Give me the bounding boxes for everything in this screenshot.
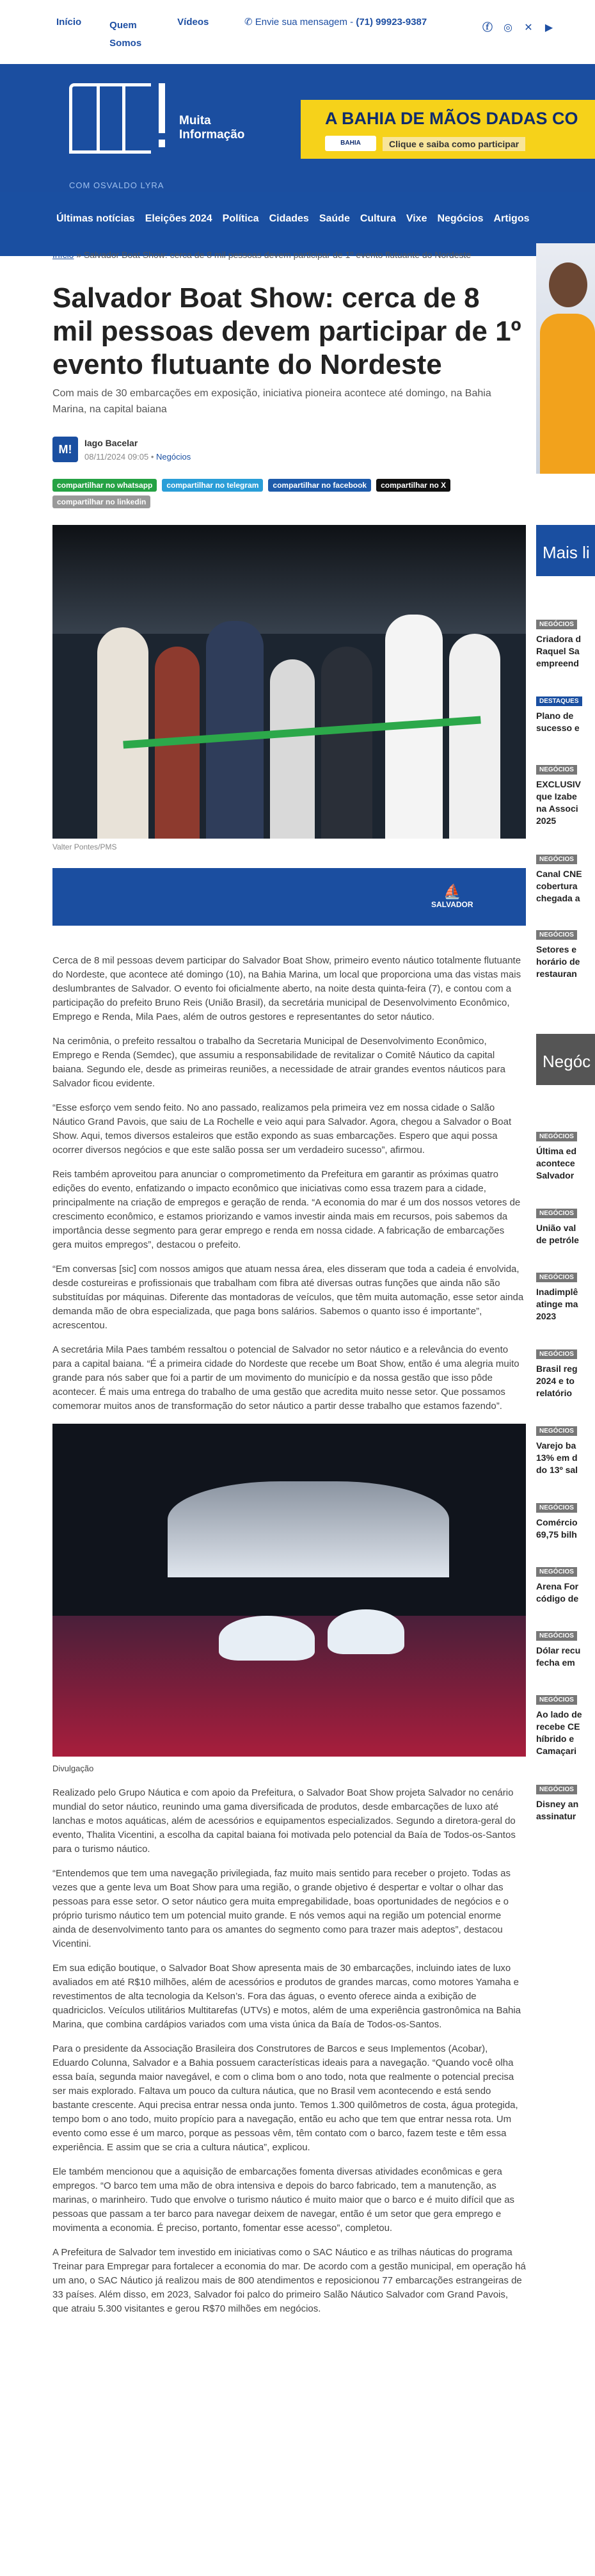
author-avatar: M! bbox=[52, 437, 78, 462]
header-ad-cta[interactable]: Clique e saiba como participar bbox=[383, 137, 525, 151]
site-logo[interactable] bbox=[69, 83, 245, 190]
sidebar-title-line: Disney an bbox=[536, 1799, 579, 1809]
sidebar-tag: NEGÓCIOS bbox=[536, 1132, 577, 1141]
article-body bbox=[52, 954, 526, 2326]
inline-ad-banner[interactable] bbox=[52, 868, 526, 926]
header-ad-headline: A BAHIA DE MÃOS DADAS CO bbox=[325, 109, 578, 128]
breadcrumb bbox=[52, 250, 471, 260]
sidebar-title-line: sucesso e bbox=[536, 723, 580, 733]
article-paragraph: “Esse esforço vem sendo feito. No ano passado, realizamos pela primeira vez em nossa cidade o Salão Náutico Grand Pavois, que saiu de La Rochelle e veio aqui para Salvador. Agora, chegou a Salvador o Boat Show. Aqui, temos diversos estaleiros que estão expondo as suas embarcações. Espero que aqui possa ocorrer diversos negócios e que este salão possa ser um verdadeiro sucesso”, afirmou. bbox=[52, 1102, 512, 1155]
sidebar-title-line: restauran bbox=[536, 969, 577, 979]
sidebar-title-line: 2024 e to bbox=[536, 1376, 575, 1386]
sidebar-title-line: de petróle bbox=[536, 1235, 579, 1245]
brand-bar bbox=[0, 64, 595, 192]
top-bar bbox=[0, 0, 595, 64]
nav-latest[interactable]: Últimas notícias bbox=[56, 213, 135, 224]
article-paragraph: “Entendemos que tem uma navegação privilegiada, faz muito mais sentido para receber o projeto. Todas as vezes que a gente leva um Boat Show para uma região, o grande objetivo é despertar e voltar o olhar das pessoas para esse setor. O setor náutico gera muita empregabilidade, boas oportunidades de negócios e o próprio turismo náutico tem um potencial muito grande. E nós vemos aqui na região um potencial enorme ainda de desenvolvimento tanto para os amantes do segmento como para trazer mais adeptos”, destacou Vicentini. bbox=[52, 1868, 511, 1949]
breadcrumb-home[interactable]: Início bbox=[52, 250, 74, 260]
photo-person-head bbox=[549, 262, 587, 307]
sidebar-title-line: Varejo ba bbox=[536, 1440, 576, 1451]
sidebar-title-line: híbrido e bbox=[536, 1734, 575, 1744]
sidebar-item[interactable] bbox=[536, 618, 595, 670]
sidebar-ad-photo[interactable] bbox=[536, 243, 595, 474]
sidebar-title-line: Salvador bbox=[536, 1170, 575, 1180]
photo-tent bbox=[168, 1481, 449, 1577]
header-ad[interactable] bbox=[301, 100, 595, 159]
article-meta bbox=[84, 452, 191, 462]
sidebar-title-line: 13% em d bbox=[536, 1453, 578, 1463]
sidebar-title-line: fecha em bbox=[536, 1657, 575, 1668]
photo-person bbox=[449, 634, 500, 839]
sidebar-title-line: assinatur bbox=[536, 1811, 576, 1821]
nav-articles[interactable]: Artigos bbox=[493, 213, 530, 224]
share-x-button[interactable]: compartilhar no X bbox=[376, 479, 450, 492]
nav-cities[interactable]: Cidades bbox=[269, 213, 309, 224]
sidebar-heading-most-read: Mais li bbox=[536, 525, 595, 576]
sidebar-tag: NEGÓCIOS bbox=[536, 1426, 577, 1436]
article-paragraph: A secretária Mila Paes também ressaltou o potencial de Salvador no setor náutico e a relevância do evento para a capital baiana. “É a primeira cidade do Nordeste que recebe um Boat Show, então é uma alegria muito grande para nós saber que foi a partir de um movimento do município e da nossa gestão que isso pôde acontecer. É mais uma entrega do trabalho de uma gestão que acredita muito nesse setor. Que possamos comemorar muitos anos de transformação do setor náutico a partir desse trabalho que estamos fazendo”. bbox=[52, 1344, 520, 1412]
sidebar-tag: NEGÓCIOS bbox=[536, 1209, 577, 1218]
photo-credit: Valter Pontes/PMS bbox=[52, 842, 117, 851]
top-nav bbox=[56, 17, 209, 52]
social-links bbox=[481, 22, 555, 35]
sidebar-tag: NEGÓCIOS bbox=[536, 620, 577, 629]
sidebar-title-line: Raquel Sa bbox=[536, 646, 580, 656]
photo-person bbox=[540, 314, 595, 474]
logo-exclamation-dot bbox=[159, 140, 165, 147]
sidebar-item[interactable] bbox=[536, 1565, 595, 1605]
sidebar-tag: NEGÓCIOS bbox=[536, 765, 577, 775]
photo-jetski bbox=[219, 1616, 315, 1661]
logo-exclamation bbox=[159, 83, 165, 133]
top-nav-about[interactable]: Quem Somos bbox=[109, 20, 142, 49]
salvador-logo-text: SALVADOR bbox=[431, 900, 473, 909]
sidebar-item[interactable] bbox=[536, 928, 595, 980]
sidebar-item[interactable] bbox=[536, 763, 595, 827]
x-icon[interactable]: ✕ bbox=[524, 22, 533, 33]
breadcrumb-current: » Salvador Boat Show: cerca de 8 mil pessoas devem participar de 1º evento flutuante do Nordeste bbox=[76, 250, 472, 260]
sidebar-item[interactable] bbox=[536, 1629, 595, 1669]
author-block bbox=[52, 437, 191, 462]
sidebar-item[interactable] bbox=[536, 695, 595, 734]
photo-caption: Divulgação bbox=[52, 1764, 94, 1773]
sidebar-title-line: Arena For bbox=[536, 1581, 579, 1591]
share-buttons bbox=[52, 479, 468, 508]
photo-person bbox=[270, 659, 315, 839]
sidebar-title-line: Dólar recu bbox=[536, 1645, 581, 1655]
sidebar-tag: NEGÓCIOS bbox=[536, 1631, 577, 1641]
sidebar-item[interactable] bbox=[536, 1130, 595, 1182]
sidebar-item[interactable] bbox=[536, 1693, 595, 1757]
sidebar-title-line: União val bbox=[536, 1223, 576, 1233]
photo-person bbox=[321, 647, 372, 839]
sidebar-tag: NEGÓCIOS bbox=[536, 1567, 577, 1577]
sidebar-title-line: do 13º sal bbox=[536, 1465, 578, 1475]
sidebar-tag: NEGÓCIOS bbox=[536, 1695, 577, 1705]
sidebar-title-line: Canal CNE bbox=[536, 869, 582, 879]
article-title: Salvador Boat Show: cerca de 8 mil pessoas devem participar de 1º evento flutuante do Nordeste bbox=[52, 282, 521, 380]
youtube-icon[interactable]: ▶ bbox=[544, 22, 553, 33]
facebook-icon[interactable]: ⓕ bbox=[482, 22, 493, 33]
article-paragraph: Na cerimônia, o prefeito ressaltou o trabalho da Secretaria Municipal de Desenvolvimento Econômico, Emprego e Renda (Semdec), que assumiu a responsabilidade de revitalizar o Comitê Náutico da capital baiana. Segundo ele, desde as primeiras reuniões, a necessidade de atrair grandes eventos náuticos para Salvador ficou evidente. bbox=[52, 1036, 505, 1089]
salvador-logo-icon: ⛵ bbox=[443, 883, 461, 899]
photo-person bbox=[206, 621, 264, 839]
sidebar-item[interactable] bbox=[536, 1207, 595, 1246]
sidebar-title-line: atinge ma bbox=[536, 1299, 578, 1309]
sidebar-title-line: cobertura bbox=[536, 881, 578, 891]
sidebar-title-line: Camaçari bbox=[536, 1746, 577, 1756]
sidebar-heading-business: Negóc bbox=[536, 1034, 595, 1085]
article-paragraph: “Em conversas [sic] com nossos amigos que atuam nessa área, eles disseram que toda a cadeia é envolvida, desde costureiras e profissionais que trabalham com fibra até diversas outras funções que ainda não são substituídas por máquinas. Diferente das montadoras de veículos, que têm muita automação, esse setor ainda demanda mão de obra especializada, que paga bons salários. Sabemos o quanto isso é importante”, acrescentou. bbox=[52, 1264, 524, 1331]
sidebar-title-line: 69,75 bilh bbox=[536, 1529, 577, 1540]
instagram-icon[interactable]: ◎ bbox=[504, 22, 512, 33]
sidebar-tag: NEGÓCIOS bbox=[536, 855, 577, 864]
nav-elections[interactable]: Eleições 2024 bbox=[145, 213, 212, 224]
sidebar-item[interactable] bbox=[536, 1271, 595, 1323]
header-ad-logo: BAHIA bbox=[325, 136, 376, 151]
share-telegram-button[interactable]: compartilhar no telegram bbox=[162, 479, 263, 492]
nav-culture[interactable]: Cultura bbox=[360, 213, 396, 224]
sidebar-title-line: acontece bbox=[536, 1158, 575, 1168]
sidebar-title-line: Comércio bbox=[536, 1517, 578, 1527]
sidebar-title-line: que Izabe bbox=[536, 791, 577, 801]
sidebar-tag: DESTAQUES bbox=[536, 696, 582, 706]
article-category[interactable]: Negócios bbox=[156, 451, 191, 462]
article-photo-ribbon-cutting bbox=[52, 525, 526, 839]
logo-mark bbox=[69, 83, 151, 154]
article-date: 08/11/2024 09:05 • bbox=[84, 451, 154, 462]
sidebar-item[interactable] bbox=[536, 853, 595, 905]
sidebar-title-line: Última ed bbox=[536, 1146, 577, 1156]
sidebar-item[interactable] bbox=[536, 1348, 595, 1399]
sidebar-title-line: EXCLUSIV bbox=[536, 779, 582, 789]
article-photo-boat-show bbox=[52, 1424, 526, 1757]
nav-politics[interactable]: Política bbox=[222, 213, 259, 224]
sidebar-tag: NEGÓCIOS bbox=[536, 1503, 577, 1513]
article-paragraph: Ele também mencionou que a aquisição de embarcações fomenta diversas atividades econômicas e gera empregos. “O barco tem uma mão de obra intensiva e depois do barco fabricado, tem a manutenção, as marinas, o marinheiro. Tudo que envolve o turismo náutico é muito maior que o barco e é muito difícil que as pessoas que passam a ter barco para navegar deixem de navegar, então é um setor que gera emprego e movimenta a economia. É preciso, portanto, fomentar esse acesso”, completou. bbox=[52, 2166, 515, 2234]
sidebar-tag: NEGÓCIOS bbox=[536, 1785, 577, 1794]
sidebar-title-line: 2025 bbox=[536, 816, 557, 826]
logo-name-line1: Muita bbox=[179, 114, 211, 127]
article-subtitle: Com mais de 30 embarcações em exposição, iniciativa pioneira acontece até domingo, na Bahia Marina, na capital baiana bbox=[52, 388, 491, 415]
logo-tagline: COM OSVALDO LYRA bbox=[69, 181, 164, 190]
sidebar-title-line: chegada a bbox=[536, 893, 580, 903]
logo-name bbox=[179, 114, 244, 142]
article-paragraph: Realizado pelo Grupo Náutica e com apoio da Prefeitura, o Salvador Boat Show projeta Salvador no cenário mundial do setor náutico, reunindo uma gama diversificada de produtos, desde embarcações de luxo até lanchas e motos aquáticas, além de acessórios e equipamentos especializados. Segundo a diretora-geral do evento, Thalita Vicentini, a escolha da capital baiana foi motivada pelo potencial da Baía de Todos-os-Santos para o turismo náutico. bbox=[52, 1787, 516, 1855]
sidebar-item[interactable] bbox=[536, 1501, 595, 1541]
share-linkedin-button[interactable]: compartilhar no linkedin bbox=[52, 495, 150, 508]
sidebar-tag: NEGÓCIOS bbox=[536, 1349, 577, 1359]
contact-phone: (71) 99923-9387 bbox=[356, 17, 427, 28]
sidebar bbox=[536, 243, 595, 2548]
sidebar-title-line: relatório bbox=[536, 1388, 573, 1398]
nav-business[interactable]: Negócios bbox=[437, 213, 484, 224]
nav-health[interactable]: Saúde bbox=[319, 213, 350, 224]
sidebar-title-line: Plano de bbox=[536, 711, 574, 721]
salvador-logo bbox=[431, 883, 473, 909]
top-nav-home[interactable]: Início bbox=[56, 17, 82, 28]
photo-person bbox=[97, 627, 148, 839]
sidebar-title-line: Brasil reg bbox=[536, 1364, 578, 1374]
sidebar-tag: NEGÓCIOS bbox=[536, 930, 577, 940]
sidebar-title-line: horário de bbox=[536, 956, 580, 967]
top-nav-videos[interactable]: Vídeos bbox=[177, 17, 209, 28]
contact-text: Envie sua mensagem - bbox=[255, 17, 354, 28]
photo-tent-ceiling bbox=[52, 525, 526, 634]
nav-vixe[interactable]: Vixe bbox=[406, 213, 427, 224]
article-paragraph: Em sua edição boutique, o Salvador Boat Show apresenta mais de 30 embarcações, incluindo iates de luxo avaliados em até R$10 milhões, além de acessórios e produtos de grandes marcas, como motores Yamaha e revestimentos de alta tecnologia da Kelson’s. Fora das águas, o evento oferece ainda a exibição de quadriciclos. Veículos utilitários Multitarefas (UTVs) e motos, além de uma experiência gastronômica na Bahia Marina, que combina cardápios variados com uma vista única da Baía de Todos-os-Santos. bbox=[52, 1963, 521, 2030]
sidebar-title-line: Ao lado de bbox=[536, 1709, 582, 1719]
sidebar-title-line: código de bbox=[536, 1593, 579, 1604]
sidebar-title-line: empreend bbox=[536, 658, 579, 668]
share-whatsapp-button[interactable]: compartilhar no whatsapp bbox=[52, 479, 157, 492]
sidebar-title-line: Inadimplê bbox=[536, 1287, 578, 1297]
sidebar-title-line: na Associ bbox=[536, 803, 578, 814]
sidebar-item[interactable] bbox=[536, 1424, 595, 1476]
whatsapp-icon: ✆ bbox=[244, 17, 253, 28]
main-nav bbox=[0, 192, 595, 256]
author-name: Iago Bacelar bbox=[84, 437, 138, 448]
sidebar-tag: NEGÓCIOS bbox=[536, 1273, 577, 1282]
article-paragraph: A Prefeitura de Salvador tem investido em iniciativas como o SAC Náutico e as trilhas náuticas do programa Treinar para Empregar para fortalecer a economia do mar. De acordo com a gestão municipal, em operação há um ano, o SAC Náutico já realizou mais de 800 atendimentos e reposicionou 77 embarcações estrangeiras de 33 países. Além disso, em 2023, Salvador foi palco do primeiro Salão Náutico Salvador com Grand Pavois, que atraiu 5.300 visitantes e gerou R$70 milhões em negócios. bbox=[52, 2247, 526, 2314]
article-paragraph: Para o presidente da Associação Brasileira dos Construtores de Barcos e seus Implementos (Acobar), Eduardo Colunna, Salvador e a Bahia possuem características ideais para a navegação. “Quando você olha essa baía, segunda maior navegável, e com o clima bom o ano todo, nota que realmente o potencial precisa ser mais explorado. Faltava um pouco da cultura náutica, que no Brasil vem acontecendo e está sendo bastante crescente. Aqui precisa entrar nessa onda junto. Temos 1.300 quilômetros de costa, água protegida, tempo bom o ano todo, muito propício para a navegação, então eu acho que tem que entrar nessa rota. Um evento como esse é um marco, porque as pessoas vêm, têm contato com o barco, fazem teste e têm essa experiência. E assim que se cria a cultura náutica”, explicou. bbox=[52, 2043, 518, 2153]
sidebar-title-line: 2023 bbox=[536, 1311, 557, 1321]
sidebar-item[interactable] bbox=[536, 1783, 595, 1823]
contact-link[interactable] bbox=[244, 14, 427, 31]
sidebar-title-line: Criadora d bbox=[536, 634, 582, 644]
article-paragraph: Cerca de 8 mil pessoas devem participar do Salvador Boat Show, primeiro evento náutico totalmente flutuante do Nordeste, que acontece até domingo (10), na Bahia Marina, um local que proporciona uma das vistas mais deslumbrantes de Salvador. O evento foi oficialmente aberto, na noite desta quinta-feira (7), e contou com a participação do prefeito Bruno Reis (União Brasil), da secretária municipal de Desenvolvimento Econômico, Emprego e Renda, Mila Paes, além de outros gestores e representantes do setor náutico. bbox=[52, 955, 521, 1022]
share-facebook-button[interactable]: compartilhar no facebook bbox=[268, 479, 371, 492]
sidebar-title-line: Setores e bbox=[536, 944, 577, 954]
article-paragraph: Reis também aproveitou para anunciar o comprometimento da Prefeitura em garantir as próximas quatro edições do evento, enfatizando o impacto econômico que iniciativas como essa trazem para a cidade, principalmente na criação de empregos e geração de renda. “A economia do mar é um dos nossos vetores de crescimento econômico, e estamos priorizando e vamos investir ainda mais em recursos, pois sabemos da importância desse segmento para gerar emprego e renda em nossa cidade. A fabricação de embarcações gera muitos empregos”, destacou o prefeito. bbox=[52, 1169, 521, 1250]
photo-jetski bbox=[328, 1609, 404, 1654]
sidebar-title-line: recebe CE bbox=[536, 1721, 580, 1732]
logo-name-line2: Informação bbox=[179, 128, 245, 141]
